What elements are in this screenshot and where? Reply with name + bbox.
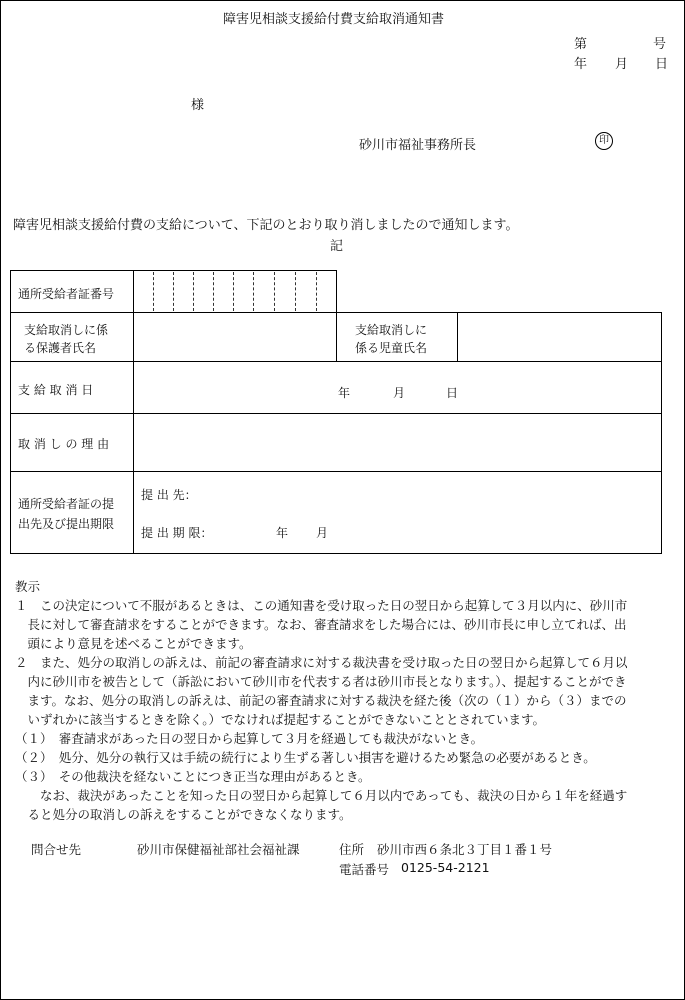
notes-line: ２ また、処分の取消しの訴えは、前記の審査請求に対する裁決書を受け取った日の翌日から起算して６月以 xyxy=(15,655,628,670)
ki-heading: 記 xyxy=(330,239,344,254)
notes-line: （１） 審査請求があった日の翌日から起算して３月を経過しても裁決がないとき。 xyxy=(15,731,484,746)
child-label-line2: 係る児童氏名 xyxy=(355,341,428,355)
seal-mark: 印 xyxy=(595,132,613,150)
doc-number-go: 号 xyxy=(653,37,667,52)
date-month: 月 xyxy=(615,57,629,72)
notes-line: 頭により意見を述べることができます。 xyxy=(15,636,252,651)
notes-line: なお、裁決があったことを知った日の翌日から起算して６月以内であっても、裁決の日から１年を経過す xyxy=(15,788,628,803)
contact-department: 砂川市保健福祉部社会福祉課 xyxy=(137,842,300,857)
guardian-label-line1: 支給取消しに係 xyxy=(24,323,109,337)
submit-label-line2: 出先及び提出期限 xyxy=(18,517,115,531)
reason-field[interactable] xyxy=(136,416,658,468)
appeal-notes xyxy=(15,577,679,824)
cert-number-label: 通所受給者証番号 xyxy=(18,287,115,301)
deadline-label: 提 出 期 限： xyxy=(141,526,213,540)
guardian-label-line2: る保護者氏名 xyxy=(24,341,97,355)
notes-line: ると処分の取消しの訴えをすることができなくなります。 xyxy=(15,807,352,822)
document-title: 障害児相談支援給付費支給取消通知書 xyxy=(223,12,445,27)
intro-text: 障害児相談支援給付費の支給について、下記のとおり取り消しましたので通知します。 xyxy=(13,218,519,233)
cancel-date-day: 日 xyxy=(446,386,459,400)
notes-line: １ この決定について不服があるときは、この通知書を受け取った日の翌日から起算して３月以内に、砂川市 xyxy=(15,598,628,613)
contact-phone: 0125-54-2121 xyxy=(401,860,490,875)
child-label-line1: 支給取消しに xyxy=(355,323,428,337)
contact-address-label: 住所 xyxy=(339,842,365,857)
date-day: 日 xyxy=(655,57,669,72)
contact-address: 砂川市西６条北３丁目１番１号 xyxy=(377,842,553,857)
deadline-month: 月 xyxy=(316,526,329,540)
submit-to-label: 提 出 先： xyxy=(141,488,197,502)
submit-label-line1: 通所受給者証の提 xyxy=(18,497,115,511)
notes-line: （２） 処分、処分の執行又は手続の続行により生ずる著しい損害を避けるため緊急の必要があるとき。 xyxy=(15,750,596,765)
notes-heading: 教示 xyxy=(15,579,41,594)
contact-label: 問合せ先 xyxy=(31,842,82,857)
doc-number-dai: 第 xyxy=(574,37,588,52)
notes-line: 内に砂川市を被告として（訴訟において砂川市を代表する者は砂川市長となります。）、提起することができ xyxy=(15,674,627,689)
notes-line: 長に対して審査請求をすることができます。なお、審査請求をした場合には、砂川市長に申し立てれば、出 xyxy=(15,617,627,632)
notes-line: （３） その他裁決を経ないことにつき正当な理由があるとき。 xyxy=(15,769,371,784)
cancel-date-year: 年 xyxy=(338,386,351,400)
notes-line: いずれかに該当するときを除く。）でなければ提起することができないこととされています。 xyxy=(15,712,546,727)
reason-label: 取 消 し の 理 由 xyxy=(18,437,110,451)
cancel-date-label: 支 給 取 消 日 xyxy=(18,383,94,397)
cancel-date-month: 月 xyxy=(393,386,406,400)
child-name-field[interactable] xyxy=(460,315,658,358)
issuer-name: 砂川市福祉事務所長 xyxy=(359,138,477,153)
deadline-year: 年 xyxy=(276,526,289,540)
date-year: 年 xyxy=(574,57,588,72)
notes-line: ます。なお、処分の取消しの訴えは、前記の審査請求に対する裁決を経た後（次の（１）から（３）までの xyxy=(15,693,627,708)
guardian-name-field[interactable] xyxy=(136,315,332,358)
contact-phone-label: 電話番号 xyxy=(339,862,390,877)
recipient-suffix: 様 xyxy=(191,98,205,113)
